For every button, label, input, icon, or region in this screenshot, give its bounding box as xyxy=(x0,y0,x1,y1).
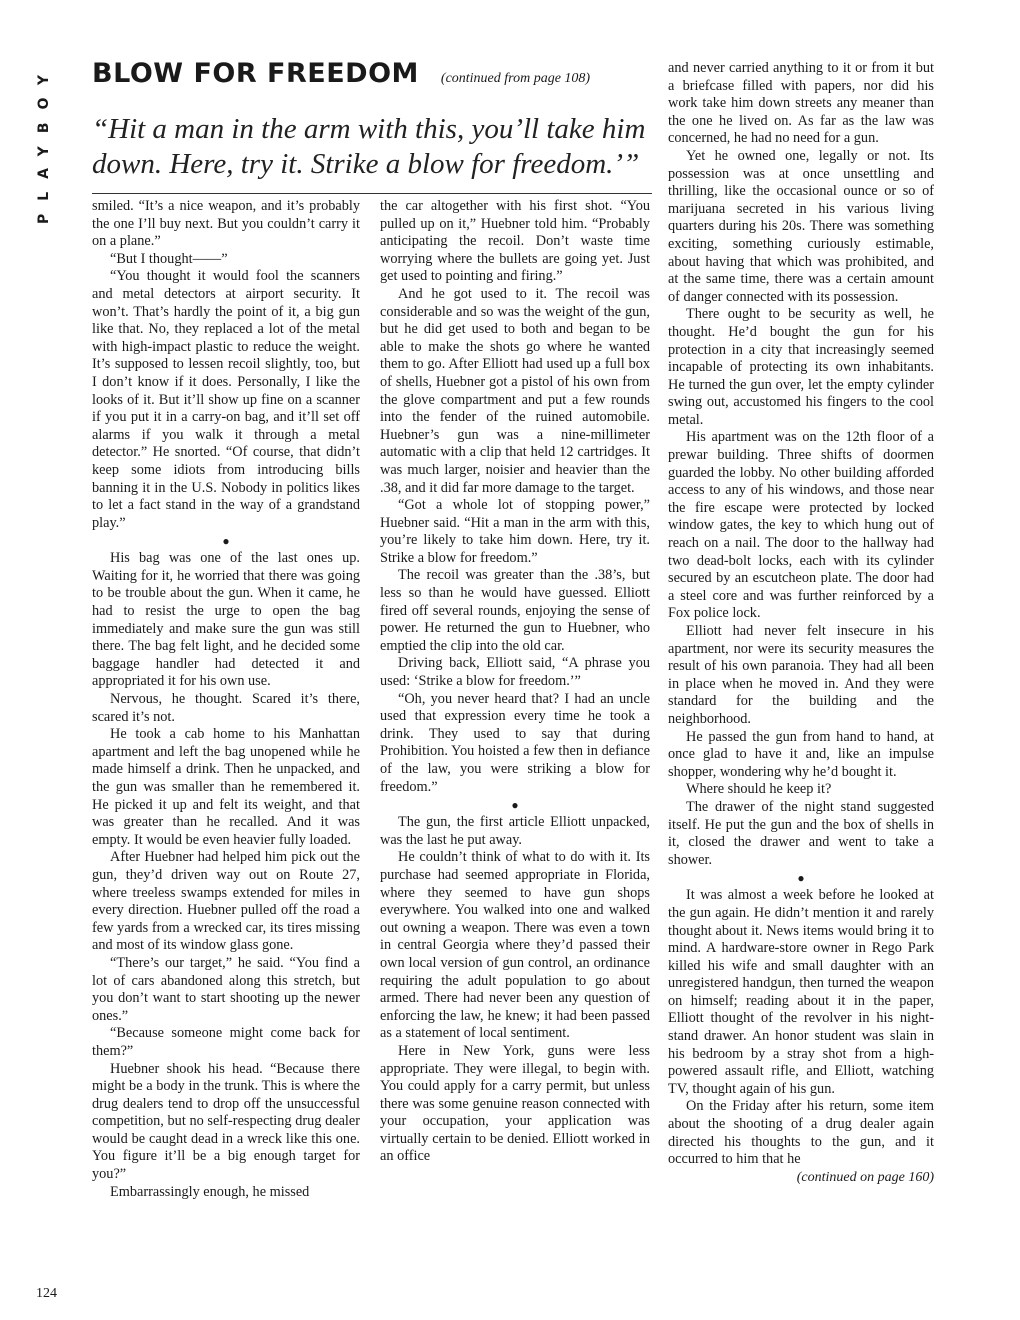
paragraph: And he got used to it. The recoil was considerable and so was the weight of the gun, but he did get used to both and began to be able to make the shots go where he wanted them to go. After Elliott had used up a full box of shells, Huebner got a pistol of his own from the glove compartment and put a few rounds into the fender of the ruined automobile. Huebner’s gun was a nine-millimeter automatic with a clip that held 12 cartridges. It was much larger, noisier and heavier than the .38, and it did far more damage to the target. xyxy=(380,285,650,496)
section-break-bullet: ● xyxy=(222,534,230,549)
paragraph: The drawer of the night stand suggested itself. He put the gun and the box of shells in it, closed the drawer and went to take a shower. xyxy=(668,798,934,868)
page-number: 124 xyxy=(36,1286,57,1301)
pull-quote: “Hit a man in the arm with this, you’ll take him down. Here, try it. Strike a blow for freedom.’” xyxy=(92,113,646,180)
paragraph: Driving back, Elliott said, “A phrase you used: ‘Strike a blow for freedom.’” xyxy=(380,655,650,690)
paragraph: The gun, the first article Elliott unpacked, was the last he put away. xyxy=(380,814,650,848)
paragraph: Elliott had never felt insecure in his apartment, nor were its security measures the result of his own paranoia. They had all been in place when he moved in. And they were standard for the building and the neighborhood. xyxy=(668,623,934,727)
paragraph: Nervous, he thought. Scared it’s there, scared it’s not. xyxy=(92,691,360,725)
paragraph: On the Friday after his return, some item about the shooting of a drug dealer again directed his thoughts to the gun, and it occurred to him that he xyxy=(668,1098,934,1168)
paragraph: He couldn’t think of what to do with it. Its purchase had seemed appropriate in Florida, where they seemed to have gun shops everywhere. You walked into one and walked out owning a weapon. There was even a town in central Georgia where they’d passed their own local version of gun control, an ordinance requiring the adult population to go about armed. There had never been any question of enforcing the law, he knew; it had been passed as a statement of local sentiment. xyxy=(380,849,650,1042)
magazine-name-vertical xyxy=(26,61,56,234)
paragraph: “Got a whole lot of stopping power,” Huebner said. “Hit a man in the arm with this, you’re likely to take him down. Here, try it. Strike a blow for freedom.” xyxy=(380,497,650,566)
magazine-name: PLAYBOY xyxy=(36,61,52,224)
text-column-3 xyxy=(668,60,934,1186)
paragraph: “Because someone might come back for them?” xyxy=(92,1025,360,1059)
text-column-2 xyxy=(380,198,650,1166)
paragraph: “There’s our target,” he said. “You find a lot of cars abandoned along this stretch, but you don’t want to start shooting up the newer ones.” xyxy=(92,954,360,1024)
paragraph: He took a cab home to his Manhattan apartment and left the bag unopened while he made himself a drink. Then he unpacked, and the gun was smaller than he remembered it. He picked it up and felt its weight, and that was greater than he recalled. And it was empty. It would be even heavier fully loaded. xyxy=(92,726,360,848)
continued-from-note: (continued from page 108) xyxy=(440,71,591,86)
paragraph: His bag was one of the last ones up. Waiting for it, he worried that there was going to be trouble about the gun. When it came, he had to resist the urge to open the bag immediately and make sure the gun was still there. The bag felt light, and he decided some baggage handler had detected it and appropriated it for his own use. xyxy=(92,550,360,690)
paragraph: His apartment was on the 12th floor of a prewar building. Three shifts of doormen guarded the lobby. No other building afforded access to any of his windows, and those near the fire escape were protected by locked window gates, the key to which hung out of reach on a nail. The door to the hallway had two dead-bolt locks, each with its cylinder secured by an escutcheon plate. The door had a steel core and was further reinforced by a Fox police lock. xyxy=(668,429,934,622)
paragraph: Huebner shook his head. “Because there might be a body in the trunk. This is where the drug dealers tend to drop off the unsuccessful competition, but no self-respecting drug dealer would be caught dead in a wreck like this one. You figure it’ll be a big enough target for you?” xyxy=(92,1060,360,1183)
paragraph: Where should he keep it? xyxy=(686,781,832,798)
paragraph: The recoil was greater than the .38’s, but less so than he would have guessed. Elliott fired off several rounds, enjoying the sense of power. He returned the gun to Huebner, who emptied the clip into the old car. xyxy=(380,567,650,654)
paragraph: “You thought it would fool the scanners and metal detectors at airport security. It won’t. That’s hardly the point of it, a big gun like that. No, they replaced a lot of the metal with high-impact plastic to reduce the weight. It’s supposed to lessen recoil slightly, too, but I don’t know if it does. Personally, I like the looks of it. But it’ll show up fine on a scanner if you put it in a carry-on bag, and it’ll set off alarms if you walk it through a metal detector.” He snorted. “Of course, that didn’t keep some idiots from introducing bills banning it in the U.S. Nobody in politics likes to let a fact stand in the way of a grandstand play.” xyxy=(92,268,360,531)
paragraph: “But I thought——” xyxy=(110,250,228,267)
section-break-bullet: ● xyxy=(797,871,805,886)
paragraph: Here in New York, guns were less appropriate. They were illegal, to begin with. You could apply for a carry permit, but unless there was some genuine reason connected with your occupation, your application was virtually certain to be denied. Elliott worked in an office xyxy=(380,1042,650,1165)
article-header xyxy=(92,58,652,94)
paragraph: There ought to be security as well, he thought. He’d bought the gun for his protection in a city that increasingly seemed incapable of protecting its own inhabitants. He turned the gun over, let the empty cylinder swing out, accustomed his fingers to the cool metal. xyxy=(668,306,934,428)
divider xyxy=(92,193,652,194)
paragraph: Embarrassingly enough, he missed xyxy=(110,1183,310,1200)
paragraph: and never carried anything to it or from it but a briefcase filled with papers, nor did his work take him down streets any meaner than the one he lived on. As far as the law was concerned, he had no need for a gun. xyxy=(668,60,934,147)
section-break-bullet: ● xyxy=(511,798,519,813)
continued-to-note: (continued on page 160) xyxy=(796,1169,934,1185)
paragraph: He passed the gun from hand to hand, at once glad to have it and, like an impulse shopper, wondering why he’d bought it. xyxy=(668,728,934,780)
paragraph: It was almost a week before he looked at the gun again. He didn’t mention it and rarely thought about it. News items would bring it to mind. A hardware-store owner in Rego Park killed his wife and small daughter with an unregistered handgun, then turned the weapon on himself; reading about it in the paper, Elliott thought of the revolver in his night-stand drawer. An honor student was slain in his bedroom by a stray shot from a high-powered assault rifle, and Elliott, watching TV, thought again of his gun. xyxy=(668,887,934,1097)
paragraph: “Oh, you never heard that? I had an uncle used that expression every time he took a drink. They used to say that during Prohibition. You hoisted a few then in defiance of the law, you were striking a blow for freedom.” xyxy=(380,690,650,795)
text-column-1 xyxy=(92,198,360,1201)
paragraph: After Huebner had helped him pick out the gun, they’d driven way out on Route 27, where treeless swamps extended for miles in every direction. Huebner pulled off the road a few yards from a wrecked car, its tires missing and most of its window glass gone. xyxy=(92,849,360,954)
paragraph: Yet he owned one, legally or not. Its possession was at once unsettling and thrilling, like the occasional ounce or so of marijuana secreted in his various living quarters during his 20s. There was something exciting, something curiously estimable, about having that which was prohibited, and at the same time, there was a certain amount of danger connected with its possession. xyxy=(668,147,934,305)
paragraph: smiled. “It’s a nice weapon, and it’s probably the one I’ll buy next. But you couldn’t carry it on a plane.” xyxy=(92,198,360,250)
article-title: BLOW FOR FREEDOM xyxy=(92,58,419,89)
paragraph: the car altogether with his first shot. “You pulled up on it,” Huebner told him. “Probably anticipating the recoil. Don’t waste time worrying where the bullets are going yet. Just get used to pointing and firing.” xyxy=(380,198,650,285)
